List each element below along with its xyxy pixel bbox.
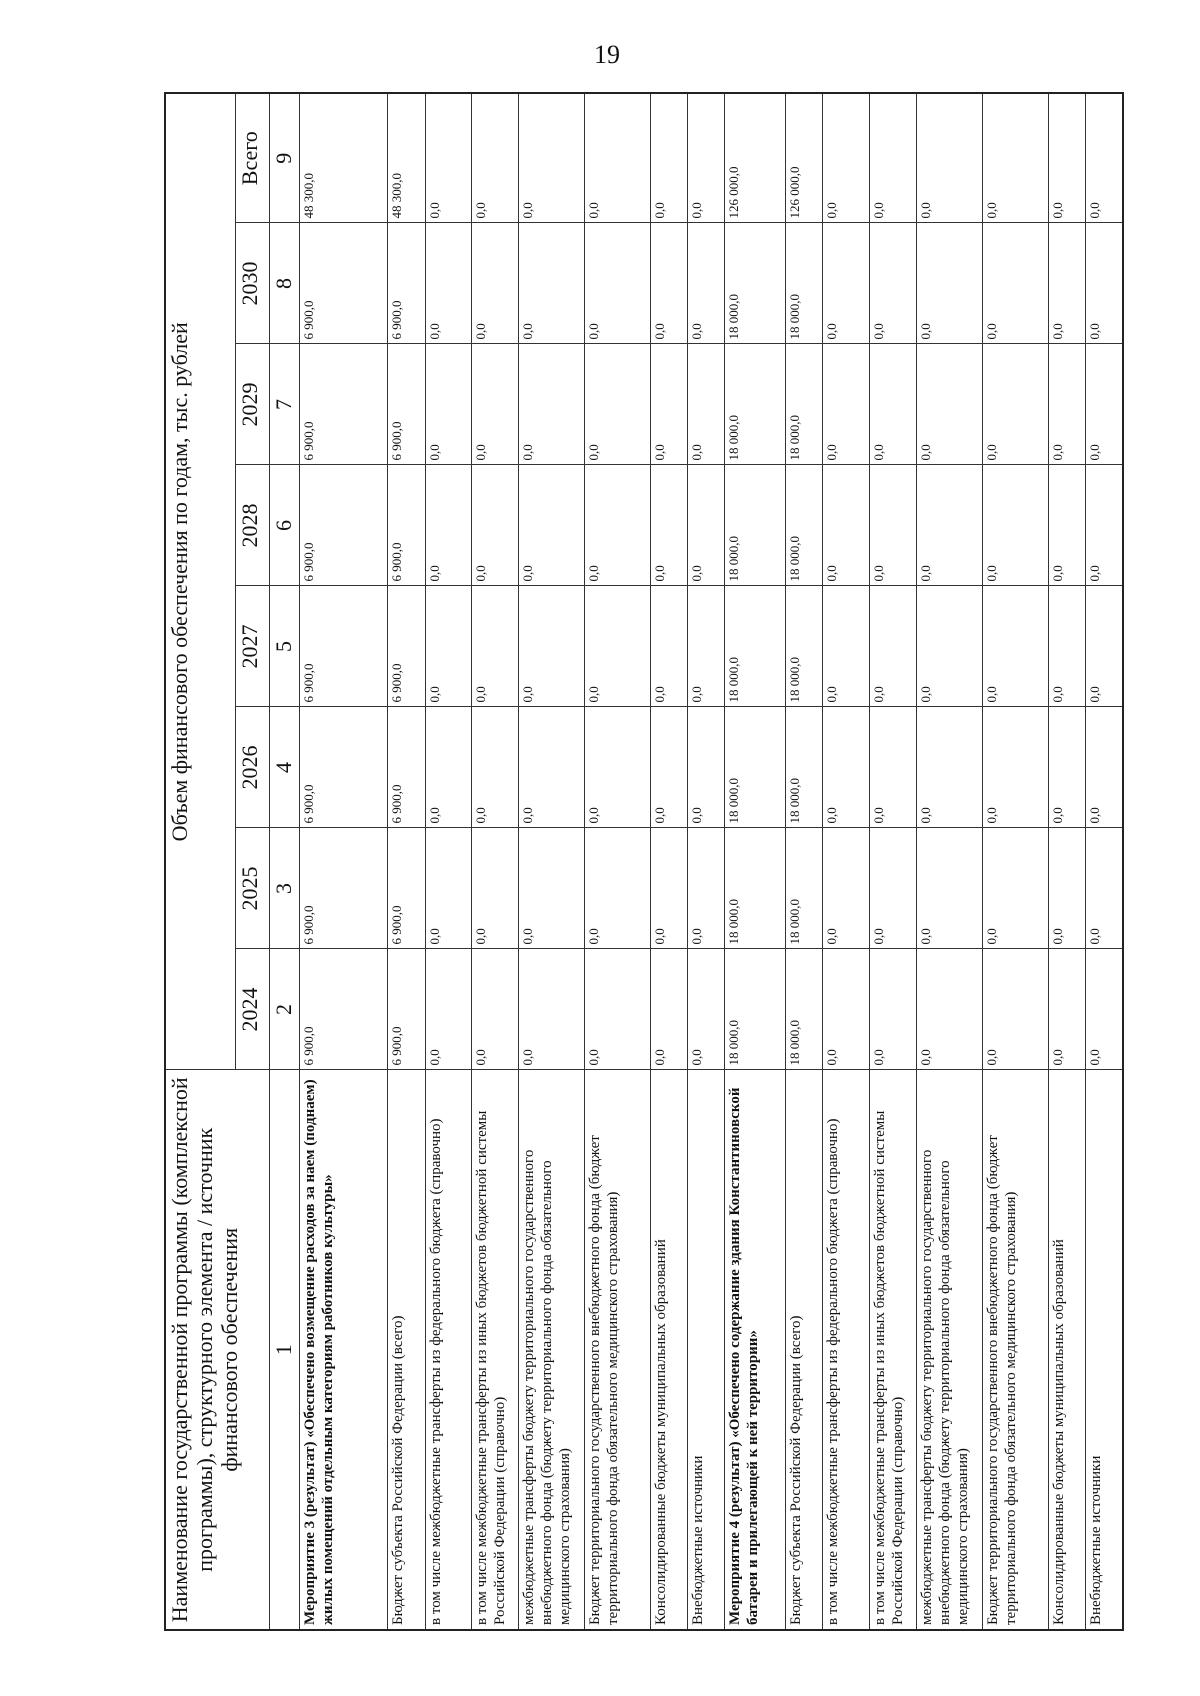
year-value-cell: 0,0 (916, 949, 983, 1070)
year-value-cell: 0,0 (983, 223, 1048, 344)
year-value-cell: 0,0 (472, 223, 519, 344)
year-value-cell: 0,0 (1086, 949, 1123, 1070)
year-value-cell: 0,0 (425, 707, 472, 828)
year-value-cell: 0,0 (425, 223, 472, 344)
header-col-number: 5 (269, 586, 299, 707)
year-value-cell: 0,0 (472, 949, 519, 1070)
year-value-cell: 18 000,0 (725, 586, 786, 707)
year-value-cell: 0,0 (650, 828, 687, 949)
header-col-number: 3 (269, 828, 299, 949)
table-row (1048, 93, 1085, 1630)
source-name-cell: в том числе межбюджетные трансферты из иных бюджетов бюджетной системы Российской Федерации (справочно) (472, 1070, 519, 1630)
year-value-cell: 0,0 (425, 586, 472, 707)
year-value-cell: 0,0 (518, 223, 585, 344)
year-value-cell: 0,0 (1086, 707, 1123, 828)
header-col-number: 8 (269, 223, 299, 344)
header-name-column: Наименование государственной программы (комплексной программы), структурного элемента / источник финансового обеспечения (165, 1070, 269, 1630)
source-name-cell: Бюджет территориального государственного внебюджетного фонда (бюджет территориального фонда обязательного медицинского страхования) (585, 1070, 650, 1630)
year-value-cell: 0,0 (472, 586, 519, 707)
year-value-cell: 0,0 (916, 344, 983, 465)
total-value-cell: 0,0 (823, 93, 870, 223)
header-year: 2024 (235, 949, 269, 1070)
source-name-cell: Внебюджетные источники (688, 1070, 725, 1630)
header-year: 2030 (235, 223, 269, 344)
year-value-cell: 0,0 (983, 707, 1048, 828)
year-value-cell: 0,0 (916, 707, 983, 828)
header-col-number: 4 (269, 707, 299, 828)
year-value-cell: 0,0 (870, 949, 917, 1070)
header-col-number: 9 (269, 93, 299, 223)
year-value-cell: 0,0 (585, 949, 650, 1070)
year-value-cell: 0,0 (472, 828, 519, 949)
year-value-cell: 0,0 (518, 949, 585, 1070)
year-value-cell: 0,0 (585, 707, 650, 828)
source-name-cell: в том числе межбюджетные трансферты из федерального бюджета (справочно) (823, 1070, 870, 1630)
year-value-cell: 0,0 (870, 707, 917, 828)
year-value-cell: 0,0 (650, 707, 687, 828)
year-value-cell: 0,0 (650, 344, 687, 465)
table-body (299, 93, 1123, 1630)
table-row (688, 93, 725, 1630)
source-name-cell: Бюджет субъекта Российской Федерации (всего) (786, 1070, 823, 1630)
year-value-cell: 0,0 (585, 344, 650, 465)
year-value-cell: 6 900,0 (388, 223, 425, 344)
total-value-cell: 0,0 (518, 93, 585, 223)
year-value-cell: 0,0 (870, 586, 917, 707)
year-value-cell: 0,0 (650, 586, 687, 707)
year-value-cell: 0,0 (518, 828, 585, 949)
source-name-cell: Консолидированные бюджеты муниципальных образований (1048, 1070, 1085, 1630)
year-value-cell: 0,0 (916, 223, 983, 344)
year-value-cell: 0,0 (823, 707, 870, 828)
year-value-cell: 6 900,0 (299, 949, 388, 1070)
header-volume-title: Объем финансового обеспечения по годам, тыс. рублей (165, 93, 235, 1070)
year-value-cell: 0,0 (518, 344, 585, 465)
total-value-cell: 0,0 (585, 93, 650, 223)
table-row (983, 93, 1048, 1630)
year-value-cell: 18 000,0 (786, 223, 823, 344)
year-value-cell: 0,0 (870, 344, 917, 465)
year-value-cell: 18 000,0 (725, 344, 786, 465)
year-value-cell: 0,0 (518, 586, 585, 707)
year-value-cell: 0,0 (688, 223, 725, 344)
table-row (518, 93, 585, 1630)
year-value-cell: 0,0 (823, 828, 870, 949)
year-value-cell: 0,0 (650, 949, 687, 1070)
total-value-cell: 0,0 (870, 93, 917, 223)
source-name-cell: межбюджетные трансферты бюджету территориального государственного внебюджетного фонда (бюджету территориального фонда обязательного медицинского страхования) (916, 1070, 983, 1630)
year-value-cell: 0,0 (870, 828, 917, 949)
year-value-cell: 0,0 (585, 465, 650, 586)
year-value-cell: 18 000,0 (786, 586, 823, 707)
header-year: 2029 (235, 344, 269, 465)
year-value-cell: 0,0 (1048, 223, 1085, 344)
year-value-cell: 0,0 (916, 586, 983, 707)
year-value-cell: 18 000,0 (786, 707, 823, 828)
year-value-cell: 6 900,0 (388, 949, 425, 1070)
year-value-cell: 0,0 (1086, 465, 1123, 586)
table-row (472, 93, 519, 1630)
year-value-cell: 18 000,0 (786, 465, 823, 586)
year-value-cell: 0,0 (1086, 586, 1123, 707)
total-value-cell: 48 300,0 (388, 93, 425, 223)
year-value-cell: 0,0 (823, 223, 870, 344)
year-value-cell: 6 900,0 (299, 586, 388, 707)
measure-name-cell: Мероприятие 3 (результат) «Обеспечено возмещение расходов за наем (поднаем) жилых помещений отдельным категориям работников культуры» (299, 1070, 388, 1630)
year-value-cell: 0,0 (983, 344, 1048, 465)
year-value-cell: 6 900,0 (388, 344, 425, 465)
year-value-cell: 0,0 (585, 586, 650, 707)
year-value-cell: 0,0 (1048, 707, 1085, 828)
year-value-cell: 0,0 (650, 465, 687, 586)
header-col-number: 7 (269, 344, 299, 465)
year-value-cell: 0,0 (472, 465, 519, 586)
source-name-cell: в том числе межбюджетные трансферты из иных бюджетов бюджетной системы Российской Федерации (справочно) (870, 1070, 917, 1630)
header-year: 2025 (235, 828, 269, 949)
year-value-cell: 18 000,0 (725, 223, 786, 344)
source-name-cell: Бюджет субъекта Российской Федерации (всего) (388, 1070, 425, 1630)
total-value-cell: 0,0 (1048, 93, 1085, 223)
year-value-cell: 6 900,0 (388, 707, 425, 828)
source-name-cell: Консолидированные бюджеты муниципальных образований (650, 1070, 687, 1630)
header-col-number: 6 (269, 465, 299, 586)
year-value-cell: 0,0 (518, 707, 585, 828)
year-value-cell: 0,0 (585, 828, 650, 949)
total-value-cell: 48 300,0 (299, 93, 388, 223)
year-value-cell: 18 000,0 (786, 949, 823, 1070)
year-value-cell: 18 000,0 (725, 949, 786, 1070)
year-value-cell: 0,0 (688, 949, 725, 1070)
year-value-cell: 0,0 (1086, 344, 1123, 465)
page-number: 19 (594, 40, 620, 69)
table-row (299, 93, 388, 1630)
table-row (585, 93, 650, 1630)
year-value-cell: 0,0 (1048, 828, 1085, 949)
total-value-cell: 0,0 (983, 93, 1048, 223)
total-value-cell: 126 000,0 (725, 93, 786, 223)
year-value-cell: 0,0 (823, 949, 870, 1070)
year-value-cell: 0,0 (983, 828, 1048, 949)
year-value-cell: 0,0 (1086, 223, 1123, 344)
year-value-cell: 0,0 (983, 465, 1048, 586)
financing-table (164, 92, 1124, 1631)
source-name-cell: Бюджет территориального государственного внебюджетного фонда (бюджет территориального фонда обязательного медицинского страхования) (983, 1070, 1048, 1630)
table-row (916, 93, 983, 1630)
year-value-cell: 18 000,0 (725, 465, 786, 586)
source-name-cell: межбюджетные трансферты бюджету территориального государственного внебюджетного фонда (бюджету территориального фонда обязательного медицинского страхования) (518, 1070, 585, 1630)
year-value-cell: 6 900,0 (299, 828, 388, 949)
year-value-cell: 0,0 (688, 586, 725, 707)
table-row (870, 93, 917, 1630)
year-value-cell: 0,0 (1048, 949, 1085, 1070)
year-value-cell: 0,0 (870, 465, 917, 586)
header-year: 2026 (235, 707, 269, 828)
year-value-cell: 18 000,0 (725, 707, 786, 828)
year-value-cell: 0,0 (916, 465, 983, 586)
year-value-cell: 6 900,0 (299, 344, 388, 465)
year-value-cell: 0,0 (650, 223, 687, 344)
year-value-cell: 0,0 (472, 344, 519, 465)
year-value-cell: 0,0 (518, 465, 585, 586)
table-row (725, 93, 786, 1630)
year-value-cell: 0,0 (425, 465, 472, 586)
year-value-cell: 0,0 (585, 223, 650, 344)
year-value-cell: 0,0 (425, 344, 472, 465)
year-value-cell: 0,0 (688, 707, 725, 828)
source-name-cell: Внебюджетные источники (1086, 1070, 1123, 1630)
header-total: Всего (235, 93, 269, 223)
year-value-cell: 6 900,0 (388, 828, 425, 949)
header-col-number: 1 (269, 1070, 299, 1630)
year-value-cell: 0,0 (1048, 465, 1085, 586)
header-col-number: 2 (269, 949, 299, 1070)
header-year: 2028 (235, 465, 269, 586)
year-value-cell: 0,0 (688, 465, 725, 586)
total-value-cell: 0,0 (688, 93, 725, 223)
total-value-cell: 0,0 (472, 93, 519, 223)
year-value-cell: 18 000,0 (725, 828, 786, 949)
year-value-cell: 6 900,0 (299, 465, 388, 586)
year-value-cell: 0,0 (823, 465, 870, 586)
table-row (823, 93, 870, 1630)
total-value-cell: 0,0 (650, 93, 687, 223)
header-year: 2027 (235, 586, 269, 707)
table-row (650, 93, 687, 1630)
year-value-cell: 0,0 (472, 707, 519, 828)
year-value-cell: 0,0 (1048, 586, 1085, 707)
year-value-cell: 0,0 (688, 344, 725, 465)
year-value-cell: 0,0 (1048, 344, 1085, 465)
year-value-cell: 0,0 (688, 828, 725, 949)
total-value-cell: 0,0 (425, 93, 472, 223)
year-value-cell: 6 900,0 (299, 223, 388, 344)
year-value-cell: 0,0 (983, 949, 1048, 1070)
year-value-cell: 0,0 (983, 586, 1048, 707)
measure-name-cell: Мероприятие 4 (результат) «Обеспечено содержание здания Константиновской батареи и прилегающей к ней территории» (725, 1070, 786, 1630)
year-value-cell: 0,0 (823, 586, 870, 707)
year-value-cell: 0,0 (870, 223, 917, 344)
year-value-cell: 6 900,0 (388, 465, 425, 586)
year-value-cell: 0,0 (916, 828, 983, 949)
table-row (786, 93, 823, 1630)
table-row (388, 93, 425, 1630)
year-value-cell: 6 900,0 (299, 707, 388, 828)
rotated-table-wrapper (164, 94, 1124, 1631)
year-value-cell: 0,0 (425, 828, 472, 949)
year-value-cell: 18 000,0 (786, 828, 823, 949)
year-value-cell: 0,0 (823, 344, 870, 465)
table-row (1086, 93, 1123, 1630)
total-value-cell: 0,0 (916, 93, 983, 223)
year-value-cell: 0,0 (425, 949, 472, 1070)
total-value-cell: 0,0 (1086, 93, 1123, 223)
total-value-cell: 126 000,0 (786, 93, 823, 223)
year-value-cell: 6 900,0 (388, 586, 425, 707)
table-row (425, 93, 472, 1630)
year-value-cell: 0,0 (1086, 828, 1123, 949)
year-value-cell: 18 000,0 (786, 344, 823, 465)
source-name-cell: в том числе межбюджетные трансферты из федерального бюджета (справочно) (425, 1070, 472, 1630)
